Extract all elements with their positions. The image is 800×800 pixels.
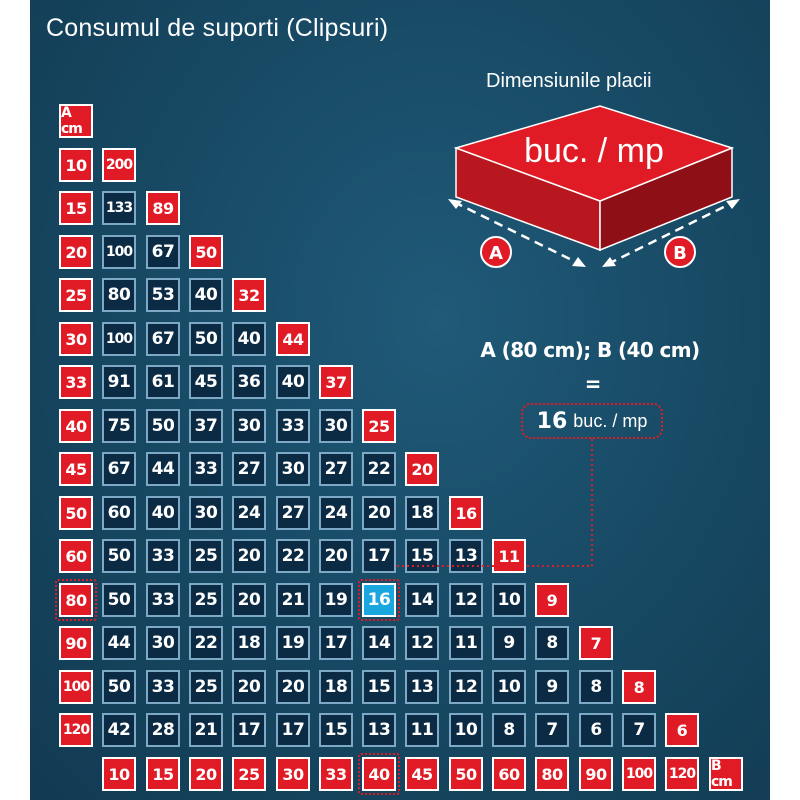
value-cell: 28 [146, 713, 180, 747]
row-label-cell: 15 [59, 191, 93, 225]
value-cell: 30 [319, 409, 353, 443]
row-label-cell: 45 [59, 452, 93, 486]
column-label-cell: 30 [276, 757, 310, 791]
diagonal-value-cell: 9 [535, 583, 569, 617]
value-cell: 13 [449, 539, 483, 573]
value-cell: 67 [146, 235, 180, 269]
value-cell: 17 [362, 539, 396, 573]
column-label-cell: 90 [579, 757, 613, 791]
diagonal-value-cell: 44 [276, 322, 310, 356]
diagonal-value-cell: 11 [492, 539, 526, 573]
value-cell: 61 [146, 365, 180, 399]
plate-diagram [440, 100, 750, 275]
value-cell: 25 [189, 539, 223, 573]
row-label-cell: 30 [59, 322, 93, 356]
value-cell: 27 [319, 452, 353, 486]
value-cell: 22 [189, 626, 223, 660]
value-cell: 75 [102, 409, 136, 443]
value-cell: 11 [449, 626, 483, 660]
row-highlight-box [55, 579, 97, 621]
value-cell: 6 [579, 713, 613, 747]
value-cell: 33 [146, 670, 180, 704]
value-cell: 12 [449, 583, 483, 617]
value-cell: 17 [276, 713, 310, 747]
value-cell: 100 [102, 322, 136, 356]
row-label-cell: 20 [59, 235, 93, 269]
column-label-cell: 120 [665, 757, 699, 791]
value-cell: 18 [319, 670, 353, 704]
value-cell: 15 [405, 539, 439, 573]
value-cell: 33 [276, 409, 310, 443]
value-cell: 50 [102, 670, 136, 704]
value-cell: 17 [319, 626, 353, 660]
value-cell: 7 [622, 713, 656, 747]
value-cell: 67 [146, 322, 180, 356]
value-cell: 22 [276, 539, 310, 573]
diagonal-value-cell: 89 [146, 191, 180, 225]
value-cell: 14 [405, 583, 439, 617]
value-cell: 40 [276, 365, 310, 399]
value-cell: 8 [579, 670, 613, 704]
value-cell: 27 [232, 452, 266, 486]
arrowhead-icon [572, 257, 586, 267]
column-label-cell: 33 [319, 757, 353, 791]
diagonal-value-cell: 200 [102, 148, 136, 182]
value-cell: 7 [535, 713, 569, 747]
value-cell: 30 [276, 452, 310, 486]
column-label-cell: 40 [362, 757, 396, 791]
value-cell: 20 [232, 583, 266, 617]
plate-dimensions-label: Dimensiunile placii [486, 70, 652, 92]
value-cell: 20 [319, 539, 353, 573]
column-label-cell: 20 [189, 757, 223, 791]
result-value: 16 [536, 408, 568, 434]
value-cell: 20 [276, 670, 310, 704]
column-label-cell: 50 [449, 757, 483, 791]
value-cell: 22 [362, 452, 396, 486]
value-cell: 20 [232, 670, 266, 704]
value-cell: 20 [362, 496, 396, 530]
result-unit: buc. / mp [573, 410, 648, 431]
value-cell: 25 [189, 583, 223, 617]
value-cell: 91 [102, 365, 136, 399]
column-label-cell: 15 [146, 757, 180, 791]
column-label-cell: 45 [405, 757, 439, 791]
value-cell: 42 [102, 713, 136, 747]
row-label-cell: 10 [59, 148, 93, 182]
column-label-cell: 60 [492, 757, 526, 791]
value-cell: 100 [102, 235, 136, 269]
row-label-cell: 120 [59, 713, 93, 747]
value-cell: 37 [189, 409, 223, 443]
value-cell: 24 [232, 496, 266, 530]
a-header-cell: A cm [59, 104, 93, 138]
diagonal-value-cell: 50 [189, 235, 223, 269]
value-cell: 44 [146, 452, 180, 486]
value-cell: 18 [405, 496, 439, 530]
cell-highlight-box [358, 579, 400, 621]
value-cell: 36 [232, 365, 266, 399]
equals-sign: = [584, 372, 602, 397]
value-cell: 12 [449, 670, 483, 704]
column-label-cell: 80 [535, 757, 569, 791]
row-label-cell: 50 [59, 496, 93, 530]
value-cell: 15 [362, 670, 396, 704]
value-cell: 30 [232, 409, 266, 443]
value-cell: 27 [276, 496, 310, 530]
value-cell: 10 [492, 670, 526, 704]
diagonal-value-cell: 32 [232, 278, 266, 312]
value-cell: 9 [492, 626, 526, 660]
highlighted-value-cell: 16 [362, 583, 396, 617]
diagonal-value-cell: 7 [579, 626, 613, 660]
column-highlight-box [358, 753, 400, 795]
value-cell: 20 [232, 539, 266, 573]
value-cell: 50 [146, 409, 180, 443]
value-cell: 50 [189, 322, 223, 356]
value-cell: 17 [232, 713, 266, 747]
value-cell: 60 [102, 496, 136, 530]
column-label-cell: 25 [232, 757, 266, 791]
row-label-cell: 80 [59, 583, 93, 617]
value-cell: 19 [319, 583, 353, 617]
value-cell: 8 [535, 626, 569, 660]
row-label-cell: 40 [59, 409, 93, 443]
diagonal-value-cell: 25 [362, 409, 396, 443]
diagonal-value-cell: 37 [319, 365, 353, 399]
value-cell: 40 [232, 322, 266, 356]
value-cell: 8 [492, 713, 526, 747]
value-cell: 50 [102, 583, 136, 617]
value-cell: 133 [102, 191, 136, 225]
value-cell: 11 [405, 713, 439, 747]
diagonal-value-cell: 6 [665, 713, 699, 747]
value-cell: 33 [146, 539, 180, 573]
marker-b-label: B [673, 243, 687, 264]
marker-a-label: A [489, 243, 503, 264]
value-cell: 21 [276, 583, 310, 617]
value-cell: 33 [189, 452, 223, 486]
column-label-cell: 100 [622, 757, 656, 791]
value-cell: 33 [146, 583, 180, 617]
b-header-cell: B cm [709, 757, 743, 791]
value-cell: 10 [492, 583, 526, 617]
value-cell: 15 [319, 713, 353, 747]
row-label-cell: 25 [59, 278, 93, 312]
value-cell: 80 [102, 278, 136, 312]
value-cell: 50 [102, 539, 136, 573]
value-cell: 24 [319, 496, 353, 530]
column-label-cell: 10 [102, 757, 136, 791]
row-label-cell: 100 [59, 670, 93, 704]
example-result [521, 403, 663, 439]
diagonal-value-cell: 20 [405, 452, 439, 486]
value-cell: 67 [102, 452, 136, 486]
value-cell: 53 [146, 278, 180, 312]
value-cell: 10 [449, 713, 483, 747]
value-cell: 40 [189, 278, 223, 312]
row-label-cell: 60 [59, 539, 93, 573]
value-cell: 19 [276, 626, 310, 660]
plate-top-text: buc. / mp [524, 132, 664, 170]
value-cell: 30 [189, 496, 223, 530]
value-cell: 14 [362, 626, 396, 660]
value-cell: 30 [146, 626, 180, 660]
row-label-cell: 33 [59, 365, 93, 399]
value-cell: 25 [189, 670, 223, 704]
value-cell: 21 [189, 713, 223, 747]
value-cell: 45 [189, 365, 223, 399]
diagonal-value-cell: 16 [449, 496, 483, 530]
example-formula: A (80 cm); B (40 cm) [480, 338, 700, 362]
value-cell: 40 [146, 496, 180, 530]
value-cell: 44 [102, 626, 136, 660]
value-cell: 18 [232, 626, 266, 660]
arrowhead-icon [726, 199, 740, 209]
page-title: Consumul de suporti (Clipsuri) [46, 14, 389, 42]
value-cell: 13 [362, 713, 396, 747]
value-cell: 12 [405, 626, 439, 660]
diagonal-value-cell: 8 [622, 670, 656, 704]
value-cell: 9 [535, 670, 569, 704]
row-label-cell: 90 [59, 626, 93, 660]
value-cell: 13 [405, 670, 439, 704]
